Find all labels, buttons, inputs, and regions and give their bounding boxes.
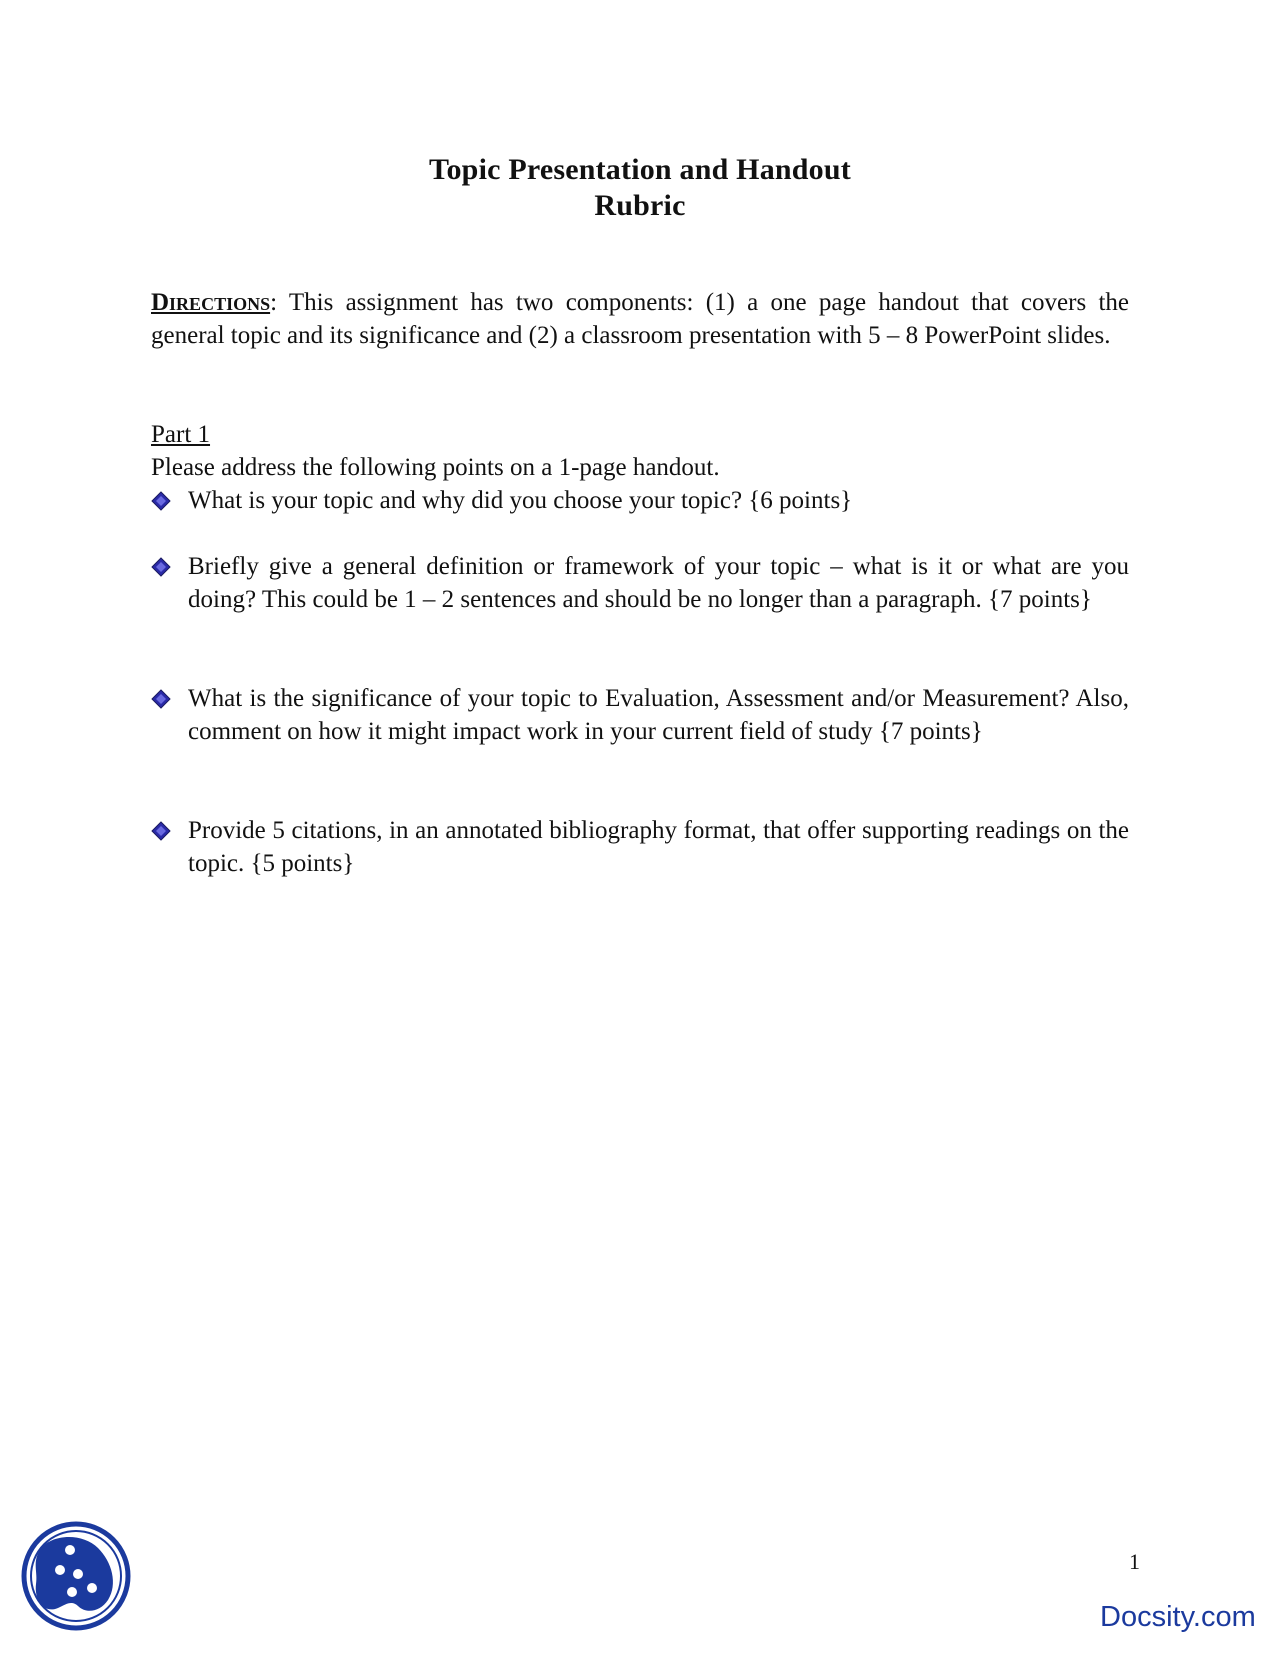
page-number: 1 xyxy=(1129,1549,1140,1574)
bullet-item xyxy=(151,682,1129,748)
diamond-bullet-icon xyxy=(151,557,171,577)
diamond-bullet-icon xyxy=(151,491,171,511)
part-heading: Part 1 xyxy=(151,421,211,448)
directions-text: : This assignment has two components: (1) a one page handout that covers the general topic and its significance and (2) a classroom presentation with 5 – 8 PowerPoint slides. xyxy=(151,289,1129,349)
bullet-item xyxy=(151,484,1129,517)
directions-paragraph xyxy=(151,286,1129,352)
directions-label: Directions xyxy=(151,289,271,316)
bullet-item xyxy=(151,814,1129,880)
bullet-text: Briefly give a general definition or framework of your topic – what is it or what are you doing? This could be 1 – 2 sentences and should be no longer than a paragraph. {7 points} xyxy=(188,553,1129,613)
bullet-item xyxy=(151,550,1129,616)
document-subtitle: Rubric xyxy=(594,189,686,222)
diamond-bullet-icon xyxy=(151,821,171,841)
docsity-watermark[interactable]: Docsity.com xyxy=(1100,1601,1256,1633)
part-intro: Please address the following points on a 1-page handout. xyxy=(151,454,720,481)
bullet-text: What is your topic and why did you choose your topic? {6 points} xyxy=(188,487,853,514)
diamond-bullet-icon xyxy=(151,689,171,709)
bullet-text: What is the significance of your topic to Evaluation, Assessment and/or Measurement? Also, comment on how it might impact work in your current field of study {7 points} xyxy=(188,685,1129,745)
docsity-logo-icon[interactable] xyxy=(20,1520,132,1632)
bullet-text: Provide 5 citations, in an annotated bibliography format, that offer supporting readings on the topic. {5 points} xyxy=(188,817,1129,877)
document-title: Topic Presentation and Handout xyxy=(429,153,851,186)
